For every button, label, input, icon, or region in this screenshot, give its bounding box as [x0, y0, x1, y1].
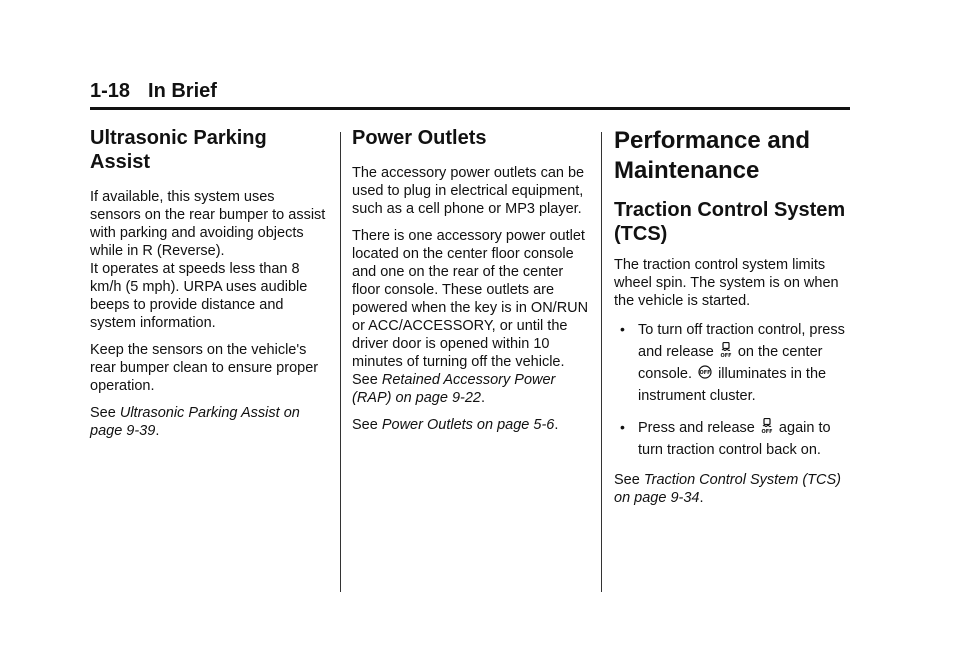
see-prefix: See	[90, 405, 120, 421]
see-suffix: .	[480, 390, 485, 406]
column-divider	[340, 132, 341, 592]
heading-power-outlets: Power Outlets	[352, 127, 487, 149]
traction-off-button-icon	[720, 342, 732, 358]
see-prefix: See	[614, 472, 644, 488]
see-suffix: .	[155, 423, 160, 439]
svg-text:OFF: OFF	[720, 353, 732, 358]
paragraph: The traction control system limits wheel spin. The system is on when the vehicle is started.	[614, 257, 839, 309]
paragraph: Keep the sensors on the vehicle's rear bumper clean to ensure proper operation.	[90, 342, 319, 394]
see-prefix: See	[352, 372, 382, 388]
see-prefix: See	[352, 417, 382, 433]
list-item	[614, 319, 854, 407]
header-rule	[90, 107, 850, 110]
traction-off-button-icon	[761, 418, 773, 434]
section-title: In Brief	[148, 80, 217, 102]
heading-tcs: Traction Control System (TCS)	[614, 199, 846, 245]
instruction-list	[614, 319, 854, 461]
cross-reference-link[interactable]: Power Outlets on page 5-6	[381, 417, 555, 433]
header-title	[90, 80, 850, 103]
list-text: illuminates in the instrument cluster.	[638, 366, 827, 404]
see-suffix: .	[699, 490, 704, 506]
column-power-outlets	[352, 126, 592, 443]
cross-reference-link[interactable]: Retained Accessory Power (RAP) on page 9-22	[352, 372, 556, 406]
column-performance	[614, 126, 854, 516]
page-header	[90, 80, 850, 110]
paragraph	[90, 188, 328, 332]
list-text: again to turn traction control back on.	[638, 420, 831, 458]
paragraph-text: If available, this system uses sensors on the rear bumper to assist with parking and avoiding objects while in R (Reverse).	[90, 189, 326, 259]
paragraph-text: There is one accessory power outlet located on the center floor console and one on the rear of the center floor console. These outlets are powered when the key is in ON/RUN or ACC/ACCESSORY, or until the driver door is opened within 10 minutes of turning off the vehicle.	[352, 228, 589, 370]
list-text: To turn off traction control, press and release	[638, 322, 845, 360]
paragraph-text: It operates at speeds less than 8 km/h (5 mph). URPA uses audible beeps to provide distance and system information.	[90, 261, 308, 331]
list-text: Press and release	[638, 420, 759, 436]
svg-text:OFF: OFF	[761, 429, 773, 434]
see-reference	[352, 416, 592, 434]
paragraph	[352, 227, 592, 407]
see-reference	[90, 404, 328, 440]
list-item	[614, 417, 854, 461]
cross-reference-link[interactable]: Ultrasonic Parking Assist on page 9-39	[90, 405, 300, 439]
paragraph: The accessory power outlets can be used to plug in electrical equipment, such as a cell phone or MP3 player.	[352, 165, 585, 217]
column-parking-assist	[90, 126, 328, 449]
traction-off-indicator-icon	[698, 364, 712, 380]
see-reference	[614, 471, 854, 507]
list-text: on the center console.	[638, 344, 823, 382]
cross-reference-link[interactable]: Traction Control System (TCS) on page 9-34	[614, 472, 841, 506]
heading-parking-assist: Ultrasonic Parking Assist	[90, 127, 267, 173]
see-suffix: .	[554, 417, 559, 433]
heading-performance-maintenance: Performance and Maintenance	[614, 127, 811, 184]
page-number: 1-18	[90, 80, 131, 102]
column-divider	[601, 132, 602, 592]
svg-text:OFF: OFF	[699, 370, 711, 376]
